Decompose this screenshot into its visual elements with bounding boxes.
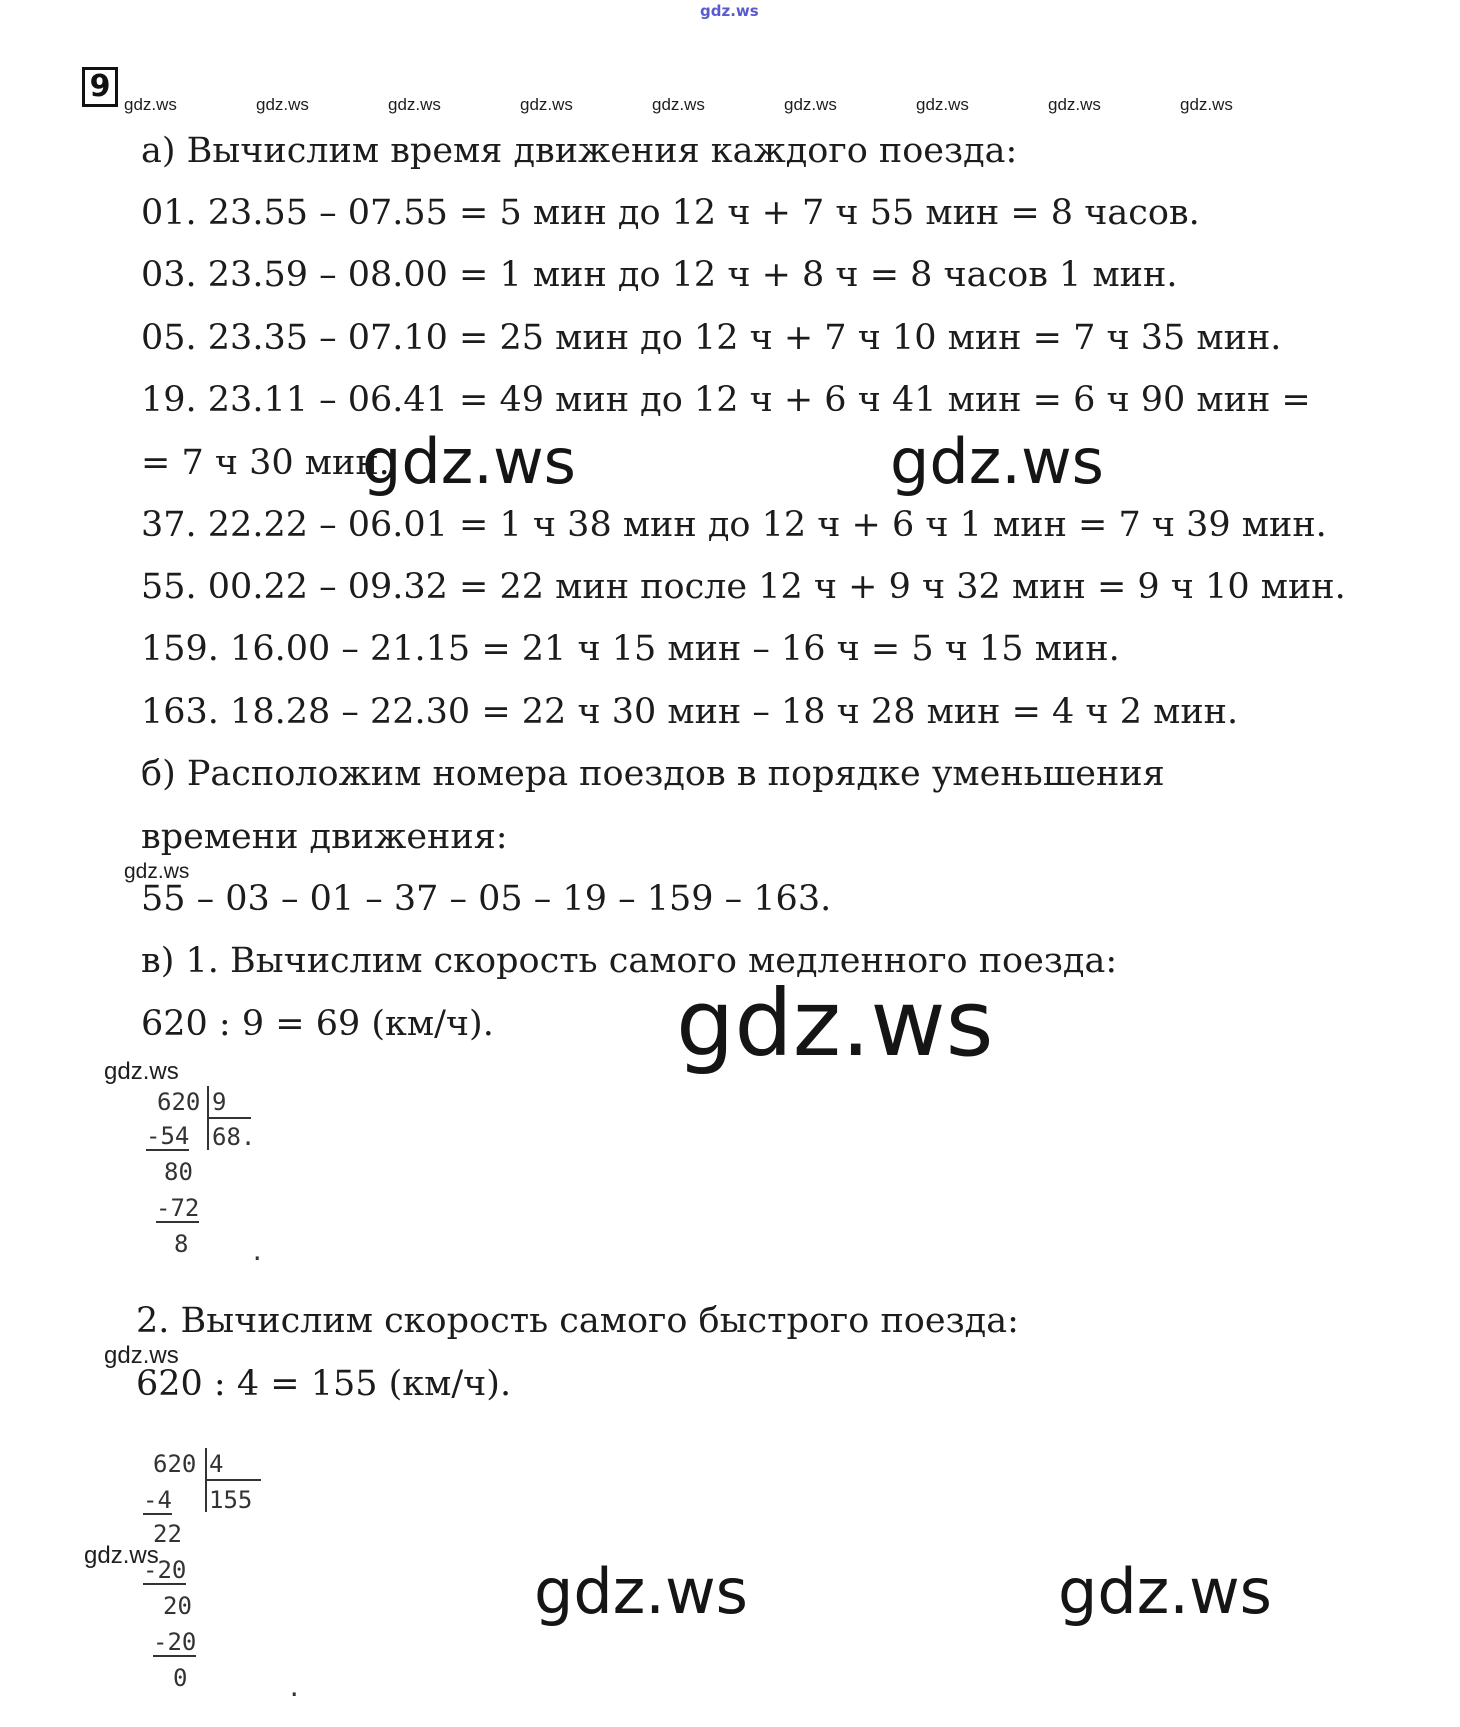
watermark-row-5: gdz.ws: [652, 95, 705, 114]
watermark-row-4: gdz.ws: [520, 95, 573, 114]
line-train-19-cont: = 7 ч 30 мин.: [141, 443, 390, 483]
division1-divisor: 9: [212, 1088, 227, 1116]
watermark-small-2: gdz.ws: [104, 1058, 179, 1085]
division2-step-3: -20: [143, 1556, 187, 1584]
line-fastest-speed: 620 : 4 = 155 (км/ч).: [136, 1364, 512, 1404]
division1-step-4: 8: [174, 1230, 189, 1258]
division1-quotient: 68.: [212, 1123, 256, 1151]
division2-dot: .: [287, 1674, 302, 1702]
line-part-a-heading: а) Вычислим время движения каждого поезда:: [141, 131, 1018, 171]
division2-step-2: 22: [153, 1520, 182, 1548]
watermark-row-6: gdz.ws: [784, 95, 837, 114]
division2-dividend: 620: [153, 1450, 197, 1478]
watermark-huge: gdz.ws: [676, 970, 994, 1077]
watermark-small-4: gdz.ws: [84, 1542, 159, 1569]
line-train-01: 01. 23.55 – 07.55 = 5 мин до 12 ч + 7 ч 55 мин = 8 часов.: [141, 193, 1200, 233]
watermark-big-4: gdz.ws: [1058, 1555, 1272, 1628]
division1-horizontal-rule: [207, 1117, 251, 1119]
watermark-big-3: gdz.ws: [534, 1555, 748, 1628]
line-train-37: 37. 22.22 – 06.01 = 1 ч 38 мин до 12 ч + 6 ч 1 мин = 7 ч 39 мин.: [141, 505, 1327, 545]
line-part-b-heading-cont: времени движения:: [141, 817, 508, 857]
line-train-05: 05. 23.35 – 07.10 = 25 мин до 12 ч + 7 ч 10 мин = 7 ч 35 мин.: [141, 318, 1282, 358]
line-train-55: 55. 00.22 – 09.32 = 22 мин после 12 ч + 9 ч 32 мин = 9 ч 10 мин.: [141, 567, 1346, 607]
line-part-c-step2: 2. Вычислим скорость самого быстрого поезда:: [136, 1301, 1019, 1341]
line-order-result: 55 – 03 – 01 – 37 – 05 – 19 – 159 – 163.: [141, 879, 832, 919]
line-slowest-speed: 620 : 9 = 69 (км/ч).: [141, 1004, 494, 1044]
watermark-row-7: gdz.ws: [916, 95, 969, 114]
division2-horizontal-rule: [205, 1479, 261, 1481]
watermark-row-3: gdz.ws: [388, 95, 441, 114]
watermark-small-1: gdz.ws: [124, 860, 190, 883]
division2-divisor: 4: [209, 1450, 224, 1478]
watermark-row-9: gdz.ws: [1180, 95, 1233, 114]
division2-quotient: 155: [209, 1486, 253, 1514]
division1-dot: .: [250, 1238, 265, 1266]
division2-step-5: -20: [153, 1628, 197, 1656]
division2-step-6: 0: [173, 1664, 188, 1692]
line-part-b-heading: б) Расположим номера поездов в порядке уменьшения: [141, 754, 1165, 794]
division1-dividend: 620: [157, 1088, 201, 1116]
line-train-159: 159. 16.00 – 21.15 = 21 ч 15 мин – 16 ч = 5 ч 15 мин.: [141, 629, 1120, 669]
line-train-03: 03. 23.59 – 08.00 = 1 мин до 12 ч + 8 ч = 8 часов 1 мин.: [141, 255, 1178, 295]
watermark-small-3: gdz.ws: [104, 1342, 179, 1369]
division2-step-4: 20: [163, 1592, 192, 1620]
division1-step-3: -72: [156, 1194, 200, 1222]
line-train-163: 163. 18.28 – 22.30 = 22 ч 30 мин – 18 ч 28 мин = 4 ч 2 мин.: [141, 692, 1239, 732]
watermark-big-2: gdz.ws: [890, 425, 1104, 498]
line-train-19: 19. 23.11 – 06.41 = 49 мин до 12 ч + 6 ч 41 мин = 6 ч 90 мин =: [141, 380, 1311, 420]
division1-step-2: 80: [164, 1158, 193, 1186]
watermark-row-1: gdz.ws: [124, 95, 177, 114]
division2-step-1: -4: [143, 1486, 172, 1514]
division1-step-1: -54: [146, 1122, 190, 1150]
watermark-big-1: gdz.ws: [362, 425, 576, 498]
line-part-c-step1: в) 1. Вычислим скорость самого медленного поезда:: [141, 941, 1118, 981]
watermark-row-8: gdz.ws: [1048, 95, 1101, 114]
watermark-top: gdz.ws: [700, 2, 759, 20]
watermark-row-2: gdz.ws: [256, 95, 309, 114]
task-number: 9: [82, 67, 118, 107]
